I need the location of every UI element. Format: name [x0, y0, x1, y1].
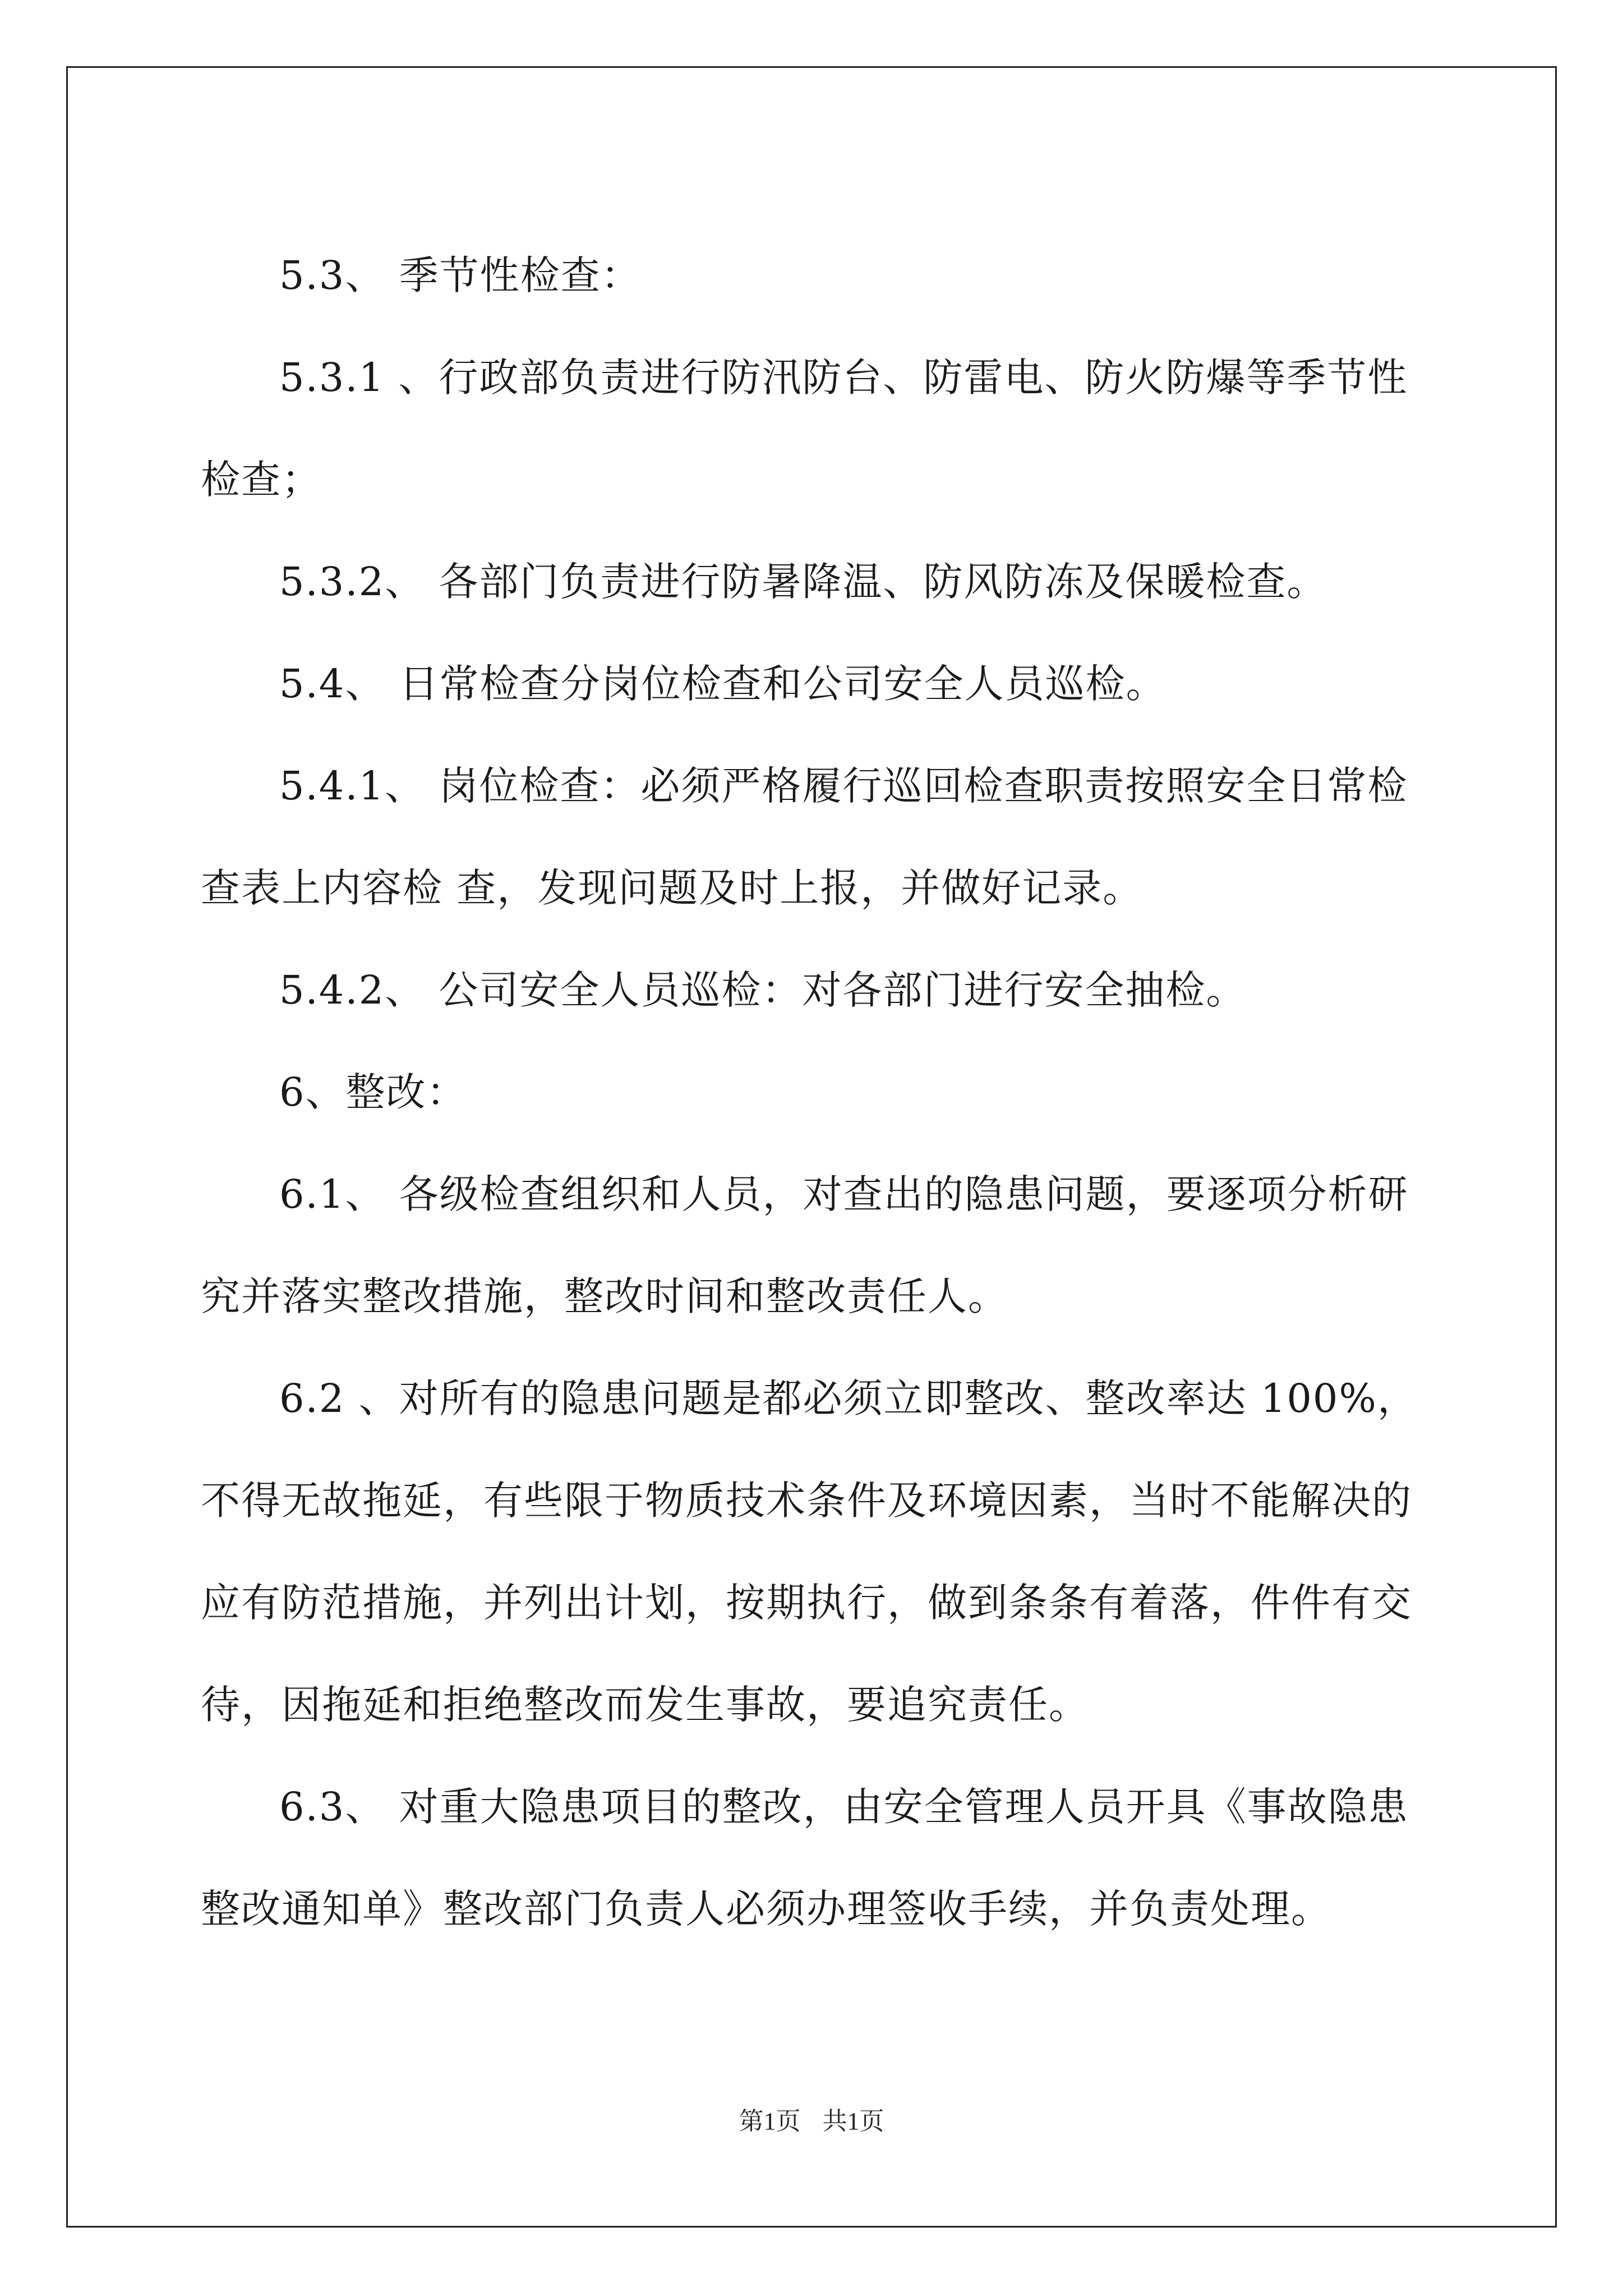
paragraph-5-4-1: 5.4.1、 岗位检查：必须严格履行巡回检查职责按照安全日常检查表上内容检 查，发现问题及时上报，并做好记录。: [201, 763, 1408, 911]
paragraph-5-4-2: 5.4.2、 公司安全人员巡检：对各部门进行安全抽检。: [279, 967, 1247, 1013]
document-body: [201, 224, 1423, 1960]
page-footer: [0, 2101, 1623, 2137]
page-count: 共1页: [822, 2108, 884, 2135]
paragraph-6-2: 6.2 、对所有的隐患问题是都必须立即整改、整改率达 100%，不得无故拖延，有些限于物质技术条件及环境因素，当时不能解决的应有防范措施，并列出计划，按期执行，做到条条有着落，件件有交待，因拖延和拒绝整改而发生事故，要追究责任。: [201, 1375, 1418, 1728]
paragraph-6-1: 6.1、 各级检查组织和人员，对查出的隐患问题，要逐项分析研究并落实整改措施，整改时间和整改责任人。: [201, 1171, 1409, 1319]
page-number: 第1页: [739, 2108, 801, 2135]
paragraph-5-3: 5.3、 季节性检查：: [279, 252, 642, 298]
paragraph-5-3-2: 5.3.2、 各部门负责进行防暑降温、防风防冻及保暖检查。: [279, 559, 1327, 605]
paragraph-5-3-1: 5.3.1 、行政部负责进行防汛防台、防雷电、防火防爆等季节性检查；: [201, 355, 1408, 503]
paragraph-5-4: 5.4、 日常检查分岗位检查和公司安全人员巡检。: [279, 661, 1166, 707]
paragraph-6: 6、整改：: [279, 1069, 467, 1115]
paragraph-6-3: 6.3、 对重大隐患项目的整改，由安全管理人员开具《事故隐患整改通知单》整改部门负责人必须办理签收手续，并负责处理。: [201, 1784, 1409, 1932]
